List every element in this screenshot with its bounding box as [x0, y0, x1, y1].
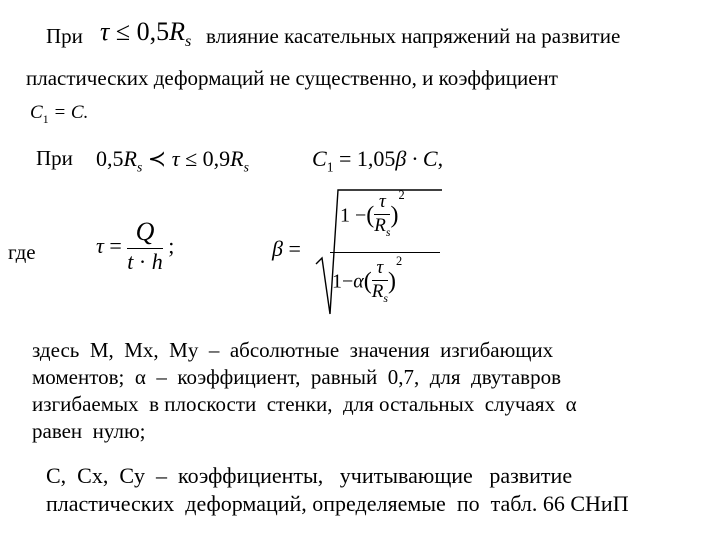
text-gde: где [8, 240, 36, 264]
beta-fraction-bar [330, 252, 440, 253]
beta-numerator: 1 −( $\frac{\tau}{R_s}$ )$^2$ [340, 187, 405, 239]
para5 [46, 462, 686, 518]
para5-line2: пластических деформаций, определяемые по табл. 66 СНиП [46, 491, 629, 516]
para4 [32, 337, 676, 445]
formula-c1-105: $C_1 = 1,05\beta \cdot C$, [312, 146, 444, 175]
text-pri-2: При [36, 146, 73, 170]
fraction-tau-rs-num: $\frac{\tau}{R_s}$ [374, 191, 391, 239]
formula-tau-q-th: τ = $\frac{Q}{t \cdot h}$ ; [96, 217, 175, 274]
beta-denominator: 1−α( $\frac{\tau}{R_s}$ )$^2$ [332, 253, 403, 305]
formula-tau-le-05rs: $\tau \le 0,5R_s$ [100, 17, 192, 51]
para4-line1: здесь M, Mx, My – абсолютные значения изгибающих [32, 338, 554, 362]
fraction-q-th: $\frac{Q}{t \cdot h}$ [127, 217, 163, 274]
para4-line4: равен нулю; [32, 419, 146, 443]
para4-line3: изгибаемых в плоскости стенки, для остальных случаях α [32, 392, 577, 416]
text-line-2: пластических деформаций не существенно, и коэффициент [26, 66, 558, 90]
formula-range: $0,5R_s$ ≺ $\tau \le 0,9R_s$ [96, 146, 249, 175]
para5-line1: С, Сx, Сy – коэффициенты, учитывающие развитие [46, 463, 573, 488]
formula-beta-lhs: β = [272, 236, 301, 261]
text-line-1-rest: влияние касательных напряжений на развитие [206, 24, 621, 48]
formula-c1-eq-c: $C_1 = C$. [30, 102, 89, 126]
fraction-tau-rs-den: $\frac{\tau}{R_s}$ [371, 257, 388, 305]
text-pri-1: При [46, 24, 83, 48]
para4-line2: моментов; α – коэффициент, равный 0,7, для двутавров [32, 365, 561, 389]
